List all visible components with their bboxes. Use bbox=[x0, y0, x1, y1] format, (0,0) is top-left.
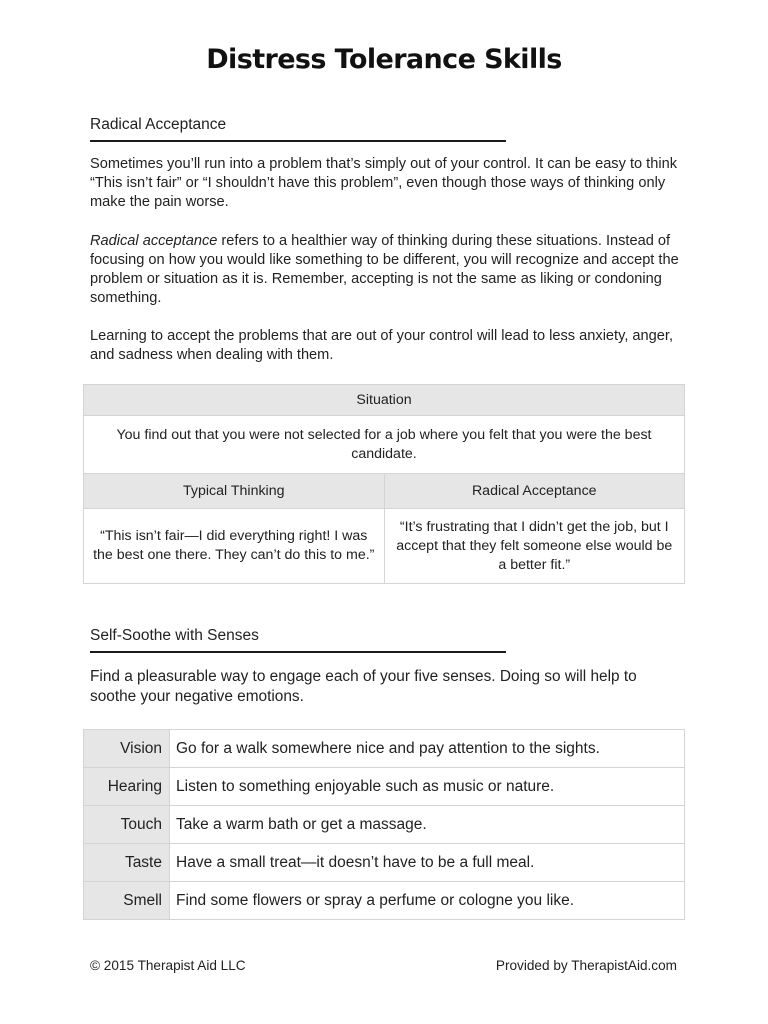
sense-row bbox=[84, 844, 685, 882]
sense-label-touch: Touch bbox=[84, 806, 170, 844]
radical-acceptance-paragraph-2 bbox=[90, 232, 682, 308]
sense-text-hearing: Listen to something enjoyable such as music or nature. bbox=[170, 768, 685, 806]
sense-label-hearing: Hearing bbox=[84, 768, 170, 806]
sense-row bbox=[84, 730, 685, 768]
footer-copyright: © 2015 Therapist Aid LLC bbox=[90, 958, 246, 973]
radical-acceptance-definition: refers to a healthier way of thinking during these situations. Instead of focusing on how you would like something to be different, you will recognize and accept the problem or situation as it is. Remember, accepting is not the same as liking or condoning something. bbox=[90, 233, 679, 306]
page-title: Distress Tolerance Skills bbox=[206, 44, 562, 75]
typical-thinking-text: “This isn’t fair—I did everything right! I was the best one there. They can’t do this to me.” bbox=[84, 509, 385, 584]
radical-acceptance-text: “It’s frustrating that I didn’t get the job, but I accept that they felt someone else would be a better fit.” bbox=[384, 509, 685, 584]
footer-provided-by: Provided by TherapistAid.com bbox=[495, 958, 677, 973]
sense-label-smell: Smell bbox=[84, 882, 170, 920]
sense-row bbox=[84, 806, 685, 844]
senses-table bbox=[83, 729, 685, 920]
sense-label-taste: Taste bbox=[84, 844, 170, 882]
sense-row bbox=[84, 768, 685, 806]
sense-text-smell: Find some flowers or spray a perfume or cologne you like. bbox=[170, 882, 685, 920]
radical-acceptance-heading: Radical Acceptance bbox=[90, 116, 506, 142]
sense-row bbox=[84, 882, 685, 920]
radical-acceptance-term: Radical acceptance bbox=[90, 233, 218, 249]
self-soothe-heading: Self-Soothe with Senses bbox=[90, 627, 506, 653]
situation-header: Situation bbox=[84, 385, 685, 416]
radical-acceptance-paragraph-1: Sometimes you’ll run into a problem that’s simply out of your control. It can be easy to think “This isn’t fair” or “I shouldn’t have this problem”, even though those ways of thinking only make the pain worse. bbox=[90, 156, 678, 210]
sense-text-touch: Take a warm bath or get a massage. bbox=[170, 806, 685, 844]
self-soothe-intro: Find a pleasurable way to engage each of your five senses. Doing so will help to soothe your negative emotions. bbox=[90, 668, 637, 705]
sense-text-vision: Go for a walk somewhere nice and pay attention to the sights. bbox=[170, 730, 685, 768]
sense-label-vision: Vision bbox=[84, 730, 170, 768]
radical-acceptance-column-header: Radical Acceptance bbox=[384, 474, 685, 509]
typical-thinking-header: Typical Thinking bbox=[84, 474, 385, 509]
situation-text: You find out that you were not selected for a job where you felt that you were the best candidate. bbox=[84, 416, 685, 474]
sense-text-taste: Have a small treat—it doesn’t have to be a full meal. bbox=[170, 844, 685, 882]
radical-acceptance-paragraph-3: Learning to accept the problems that are out of your control will lead to less anxiety, anger, and sadness when dealing with them. bbox=[90, 328, 674, 363]
situation-table bbox=[83, 384, 685, 584]
